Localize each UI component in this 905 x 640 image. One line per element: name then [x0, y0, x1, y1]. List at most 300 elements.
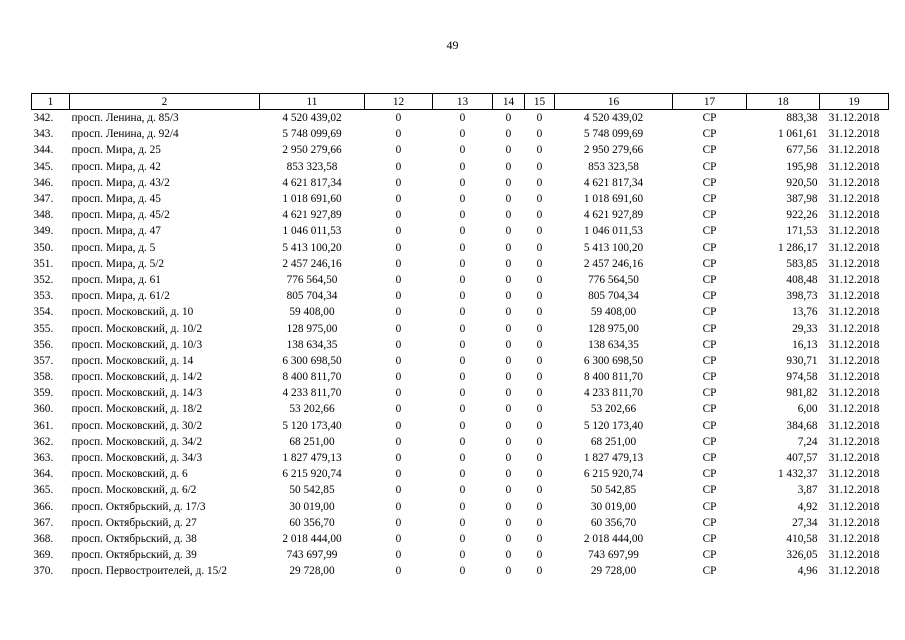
date-col-19: 31.12.2018 [828, 549, 880, 562]
table-row [32, 450, 889, 466]
value-col-12: 0 [395, 209, 402, 222]
row-number: 367. [33, 516, 54, 529]
date-col-19: 31.12.2018 [828, 435, 880, 448]
value-col-15: 0 [536, 419, 543, 432]
value-col-17: СР [702, 144, 717, 157]
value-col-18: 1 061,61 [777, 128, 818, 141]
value-col-16: 1 046 011,53 [584, 225, 643, 238]
value-col-18: 408,48 [786, 273, 818, 286]
date-col-19: 31.12.2018 [828, 516, 880, 529]
value-col-15: 0 [536, 354, 543, 367]
value-col-16: 4 621 817,34 [583, 176, 644, 189]
value-col-12: 0 [395, 452, 402, 465]
value-col-18: 4,92 [797, 500, 818, 513]
value-col-14: 0 [505, 387, 512, 400]
address: просп. Московский, д. 14 [71, 354, 194, 367]
row-number: 369. [33, 549, 54, 562]
value-col-12: 0 [395, 322, 402, 335]
value-col-17: СР [702, 241, 717, 254]
value-col-18: 677,56 [786, 144, 818, 157]
row-number: 349. [33, 225, 54, 238]
address: просп. Октябрьский, д. 39 [71, 549, 197, 562]
value-col-18: 6,00 [797, 403, 818, 416]
value-col-14: 0 [505, 193, 512, 206]
value-col-12: 0 [395, 338, 402, 351]
value-col-14: 0 [505, 322, 512, 335]
row-number: 364. [33, 468, 54, 481]
address: просп. Октябрьский, д. 27 [71, 516, 197, 529]
value-col-17: СР [702, 257, 717, 270]
value-col-11: 1 827 479,13 [282, 452, 342, 465]
row-number: 351. [33, 257, 54, 270]
value-col-12: 0 [395, 419, 402, 432]
value-col-17: СР [702, 209, 717, 222]
value-col-17: СР [702, 500, 717, 513]
value-col-17: СР [702, 484, 717, 497]
value-col-11: 2 950 279,66 [282, 144, 342, 157]
table-row [32, 159, 889, 175]
address: просп. Ленина, д. 85/3 [71, 112, 179, 125]
value-col-14: 0 [505, 241, 512, 254]
address: просп. Московский, д. 34/2 [71, 435, 203, 448]
date-col-19: 31.12.2018 [828, 290, 880, 303]
value-col-11: 60 356,70 [289, 516, 335, 529]
table-row [32, 434, 889, 450]
value-col-13: 0 [459, 532, 466, 545]
value-col-12: 0 [395, 128, 402, 141]
value-col-12: 0 [395, 484, 402, 497]
address: просп. Мира, д. 5 [71, 241, 156, 254]
date-col-19: 31.12.2018 [828, 500, 880, 513]
table-row [32, 304, 889, 320]
value-col-15: 0 [536, 112, 543, 125]
value-col-15: 0 [536, 241, 543, 254]
table-row [32, 223, 889, 239]
value-col-14: 0 [505, 290, 512, 303]
table-row [32, 499, 889, 515]
value-col-13: 0 [459, 160, 466, 173]
row-number: 365. [33, 484, 54, 497]
value-col-18: 883,38 [786, 112, 818, 125]
value-col-12: 0 [395, 549, 402, 562]
value-col-16: 5 120 173,40 [583, 419, 644, 432]
address: просп. Мира, д. 61/2 [71, 290, 170, 303]
value-col-18: 974,58 [786, 371, 818, 384]
value-col-13: 0 [459, 225, 466, 238]
row-number: 350. [33, 241, 54, 254]
date-col-19: 31.12.2018 [828, 452, 880, 465]
value-col-16: 5 748 099,69 [583, 128, 644, 141]
value-col-16: 4 621 927,89 [583, 209, 644, 222]
value-col-12: 0 [395, 500, 402, 513]
address: просп. Московский, д. 14/2 [71, 371, 203, 384]
value-col-11: 5 120 173,40 [282, 419, 342, 432]
value-col-15: 0 [536, 290, 543, 303]
column-header: 16 [555, 94, 673, 110]
row-number: 370. [33, 565, 54, 578]
value-col-12: 0 [395, 112, 402, 125]
date-col-19: 31.12.2018 [828, 112, 880, 125]
value-col-11: 4 621 927,89 [282, 209, 342, 222]
value-col-12: 0 [395, 144, 402, 157]
value-col-16: 59 408,00 [590, 306, 637, 319]
value-col-14: 0 [505, 225, 512, 238]
value-col-17: СР [702, 193, 717, 206]
value-col-15: 0 [536, 128, 543, 141]
address: просп. Московский, д. 10/2 [71, 322, 203, 335]
value-col-18: 171,53 [786, 225, 818, 238]
value-col-11: 805 704,34 [286, 290, 338, 303]
date-col-19: 31.12.2018 [828, 532, 880, 545]
date-col-19: 31.12.2018 [828, 257, 880, 270]
date-col-19: 31.12.2018 [828, 338, 880, 351]
value-col-14: 0 [505, 257, 512, 270]
value-col-17: СР [702, 160, 717, 173]
row-number: 347. [33, 193, 54, 206]
value-col-16: 4 233 811,70 [584, 387, 643, 400]
row-number: 343. [33, 128, 54, 141]
value-col-14: 0 [505, 516, 512, 529]
value-col-12: 0 [395, 225, 402, 238]
value-col-18: 930,71 [786, 354, 818, 367]
value-col-11: 1 018 691,60 [282, 193, 342, 206]
table-row [32, 418, 889, 434]
value-col-16: 68 251,00 [590, 435, 637, 448]
address: просп. Мира, д. 5/2 [71, 257, 165, 270]
date-col-19: 31.12.2018 [828, 273, 880, 286]
value-col-14: 0 [505, 403, 512, 416]
column-header: 15 [525, 94, 555, 110]
address: просп. Московский, д. 6 [71, 468, 188, 481]
value-col-18: 1 286,17 [777, 241, 818, 254]
table-row [32, 547, 889, 563]
value-col-16: 853 323,58 [588, 160, 639, 173]
row-number: 363. [33, 452, 54, 465]
table-row [32, 288, 889, 304]
value-col-16: 2 018 444,00 [583, 532, 644, 545]
row-number: 348. [33, 209, 54, 222]
value-col-11: 138 634,35 [286, 338, 338, 351]
value-col-17: СР [702, 128, 717, 141]
value-col-12: 0 [395, 565, 402, 578]
value-col-11: 30 019,00 [289, 500, 335, 513]
address: просп. Московский, д. 10 [71, 306, 194, 319]
date-col-19: 31.12.2018 [828, 468, 880, 481]
table-row [32, 531, 889, 547]
value-col-13: 0 [459, 306, 466, 319]
value-col-11: 4 520 439,02 [282, 112, 342, 125]
value-col-13: 0 [459, 257, 466, 270]
table-header-row [32, 94, 889, 110]
value-col-14: 0 [505, 565, 512, 578]
address: просп. Ленина, д. 92/4 [71, 128, 179, 141]
value-col-16: 2 950 279,66 [583, 144, 644, 157]
value-col-11: 59 408,00 [289, 306, 335, 319]
value-col-12: 0 [395, 160, 402, 173]
value-col-15: 0 [536, 532, 543, 545]
value-col-14: 0 [505, 112, 512, 125]
value-col-16: 1 018 691,60 [583, 193, 644, 206]
value-col-18: 922,26 [786, 209, 818, 222]
registry-table [31, 93, 889, 579]
value-col-17: СР [702, 452, 717, 465]
value-col-18: 410,58 [786, 532, 818, 545]
value-col-14: 0 [505, 468, 512, 481]
value-col-17: СР [702, 435, 717, 448]
row-number: 342. [33, 112, 54, 125]
date-col-19: 31.12.2018 [828, 403, 880, 416]
value-col-15: 0 [536, 306, 543, 319]
value-col-16: 805 704,34 [588, 290, 639, 303]
value-col-13: 0 [459, 565, 466, 578]
value-col-18: 3,87 [797, 484, 818, 497]
value-col-11: 5 413 100,20 [282, 241, 342, 254]
value-col-18: 7,24 [797, 435, 818, 448]
value-col-15: 0 [536, 338, 543, 351]
value-col-12: 0 [395, 371, 402, 384]
value-col-17: СР [702, 290, 717, 303]
value-col-12: 0 [395, 532, 402, 545]
value-col-13: 0 [459, 112, 466, 125]
value-col-16: 128 975,00 [588, 322, 639, 335]
value-col-11: 128 975,00 [286, 322, 338, 335]
value-col-15: 0 [536, 322, 543, 335]
table-row [32, 466, 889, 482]
date-col-19: 31.12.2018 [828, 209, 880, 222]
value-col-13: 0 [459, 209, 466, 222]
value-col-14: 0 [505, 209, 512, 222]
value-col-15: 0 [536, 176, 543, 189]
table-row [32, 240, 889, 256]
value-col-18: 398,73 [786, 290, 818, 303]
date-col-19: 31.12.2018 [828, 371, 880, 384]
value-col-17: СР [702, 565, 717, 578]
value-col-11: 743 697,99 [286, 549, 338, 562]
row-number: 353. [33, 290, 54, 303]
address: просп. Мира, д. 47 [71, 225, 161, 238]
row-number: 368. [33, 532, 54, 545]
address: просп. Мира, д. 25 [71, 144, 161, 157]
date-col-19: 31.12.2018 [828, 354, 880, 367]
value-col-16: 60 356,70 [590, 516, 637, 529]
row-number: 344. [33, 144, 54, 157]
row-number: 357. [33, 354, 54, 367]
value-col-17: СР [702, 516, 717, 529]
table-row [32, 272, 889, 288]
value-col-11: 1 046 011,53 [282, 225, 342, 238]
value-col-15: 0 [536, 160, 543, 173]
value-col-12: 0 [395, 241, 402, 254]
date-col-19: 31.12.2018 [828, 306, 880, 319]
value-col-14: 0 [505, 435, 512, 448]
value-col-13: 0 [459, 322, 466, 335]
table-row [32, 369, 889, 385]
value-col-18: 195,98 [786, 160, 818, 173]
date-col-19: 31.12.2018 [828, 128, 880, 141]
value-col-18: 981,82 [786, 387, 818, 400]
row-number: 361. [33, 419, 54, 432]
value-col-15: 0 [536, 193, 543, 206]
value-col-11: 2 018 444,00 [282, 532, 342, 545]
value-col-17: СР [702, 354, 717, 367]
value-col-13: 0 [459, 241, 466, 254]
column-header: 18 [747, 94, 820, 110]
value-col-13: 0 [459, 354, 466, 367]
value-col-15: 0 [536, 516, 543, 529]
address: просп. Мира, д. 43/2 [71, 176, 170, 189]
value-col-16: 50 542,85 [590, 484, 637, 497]
value-col-16: 2 457 246,16 [583, 257, 644, 270]
value-col-12: 0 [395, 290, 402, 303]
address: просп. Московский, д. 18/2 [71, 403, 203, 416]
value-col-15: 0 [536, 549, 543, 562]
value-col-11: 50 542,85 [289, 484, 335, 497]
date-col-19: 31.12.2018 [828, 387, 880, 400]
value-col-17: СР [702, 112, 717, 125]
value-col-18: 27,34 [792, 516, 818, 529]
column-header: 12 [365, 94, 433, 110]
date-col-19: 31.12.2018 [828, 144, 880, 157]
table-row [32, 385, 889, 401]
table-row [32, 563, 889, 579]
value-col-15: 0 [536, 468, 543, 481]
date-col-19: 31.12.2018 [828, 193, 880, 206]
value-col-18: 583,85 [786, 257, 818, 270]
value-col-15: 0 [536, 225, 543, 238]
value-col-13: 0 [459, 452, 466, 465]
value-col-14: 0 [505, 176, 512, 189]
table-row [32, 515, 889, 531]
value-col-14: 0 [505, 338, 512, 351]
value-col-17: СР [702, 532, 717, 545]
value-col-11: 776 564,50 [286, 273, 338, 286]
value-col-13: 0 [459, 144, 466, 157]
address: просп. Московский, д. 34/3 [71, 452, 203, 465]
row-number: 358. [33, 371, 54, 384]
table-row [32, 191, 889, 207]
date-col-19: 31.12.2018 [828, 241, 880, 254]
value-col-13: 0 [459, 403, 466, 416]
value-col-11: 29 728,00 [289, 565, 335, 578]
address: просп. Московский, д. 14/3 [71, 387, 203, 400]
value-col-14: 0 [505, 144, 512, 157]
value-col-16: 4 520 439,02 [583, 112, 644, 125]
value-col-15: 0 [536, 209, 543, 222]
address: просп. Первостроителей, д. 15/2 [71, 565, 228, 578]
value-col-17: СР [702, 306, 717, 319]
value-col-13: 0 [459, 419, 466, 432]
value-col-18: 387,98 [786, 193, 818, 206]
value-col-18: 326,05 [786, 549, 818, 562]
value-col-13: 0 [459, 484, 466, 497]
address: просп. Октябрьский, д. 17/3 [71, 500, 206, 513]
value-col-17: СР [702, 322, 717, 335]
column-header: 13 [433, 94, 493, 110]
table-row [32, 401, 889, 417]
column-header: 17 [673, 94, 747, 110]
value-col-17: СР [702, 176, 717, 189]
value-col-16: 30 019,00 [590, 500, 637, 513]
value-col-15: 0 [536, 257, 543, 270]
value-col-15: 0 [536, 435, 543, 448]
value-col-13: 0 [459, 290, 466, 303]
value-col-12: 0 [395, 176, 402, 189]
table-row [32, 337, 889, 353]
value-col-12: 0 [395, 387, 402, 400]
value-col-14: 0 [505, 306, 512, 319]
row-number: 354. [33, 306, 54, 319]
value-col-17: СР [702, 371, 717, 384]
value-col-17: СР [702, 419, 717, 432]
value-col-18: 407,57 [786, 452, 818, 465]
value-col-17: СР [702, 403, 717, 416]
value-col-11: 4 621 817,34 [282, 176, 342, 189]
row-number: 346. [33, 176, 54, 189]
table-row [32, 207, 889, 223]
value-col-12: 0 [395, 273, 402, 286]
value-col-16: 53 202,66 [590, 403, 637, 416]
value-col-17: СР [702, 273, 717, 286]
value-col-15: 0 [536, 565, 543, 578]
value-col-12: 0 [395, 354, 402, 367]
date-col-19: 31.12.2018 [828, 225, 880, 238]
row-number: 362. [33, 435, 54, 448]
value-col-14: 0 [505, 160, 512, 173]
table-row [32, 175, 889, 191]
page-number: 49 [446, 38, 459, 52]
value-col-13: 0 [459, 387, 466, 400]
date-col-19: 31.12.2018 [828, 160, 880, 173]
value-col-15: 0 [536, 273, 543, 286]
value-col-13: 0 [459, 193, 466, 206]
value-col-12: 0 [395, 257, 402, 270]
value-col-16: 6 300 698,50 [583, 354, 644, 367]
value-col-13: 0 [459, 273, 466, 286]
value-col-11: 68 251,00 [289, 435, 335, 448]
column-header: 11 [260, 94, 365, 110]
value-col-11: 5 748 099,69 [282, 128, 342, 141]
value-col-14: 0 [505, 371, 512, 384]
value-col-16: 29 728,00 [590, 565, 637, 578]
value-col-16: 138 634,35 [588, 338, 639, 351]
address: просп. Октябрьский, д. 38 [71, 532, 197, 545]
value-col-13: 0 [459, 468, 466, 481]
value-col-14: 0 [505, 128, 512, 141]
column-header: 14 [493, 94, 525, 110]
value-col-16: 743 697,99 [588, 549, 639, 562]
value-col-15: 0 [536, 452, 543, 465]
value-col-16: 8 400 811,70 [584, 371, 643, 384]
value-col-13: 0 [459, 549, 466, 562]
value-col-11: 6 215 920,74 [282, 468, 342, 481]
value-col-11: 4 233 811,70 [282, 387, 342, 400]
column-header: 2 [70, 94, 260, 110]
table-row [32, 482, 889, 498]
value-col-18: 16,13 [792, 338, 818, 351]
value-col-14: 0 [505, 452, 512, 465]
column-header: 19 [820, 94, 889, 110]
table-row [32, 142, 889, 158]
value-col-12: 0 [395, 306, 402, 319]
column-header: 1 [32, 94, 70, 110]
value-col-14: 0 [505, 354, 512, 367]
value-col-16: 1 827 479,13 [583, 452, 644, 465]
row-number: 345. [33, 160, 54, 173]
date-col-19: 31.12.2018 [828, 419, 880, 432]
value-col-11: 2 457 246,16 [282, 257, 342, 270]
value-col-16: 5 413 100,20 [583, 241, 644, 254]
value-col-13: 0 [459, 435, 466, 448]
